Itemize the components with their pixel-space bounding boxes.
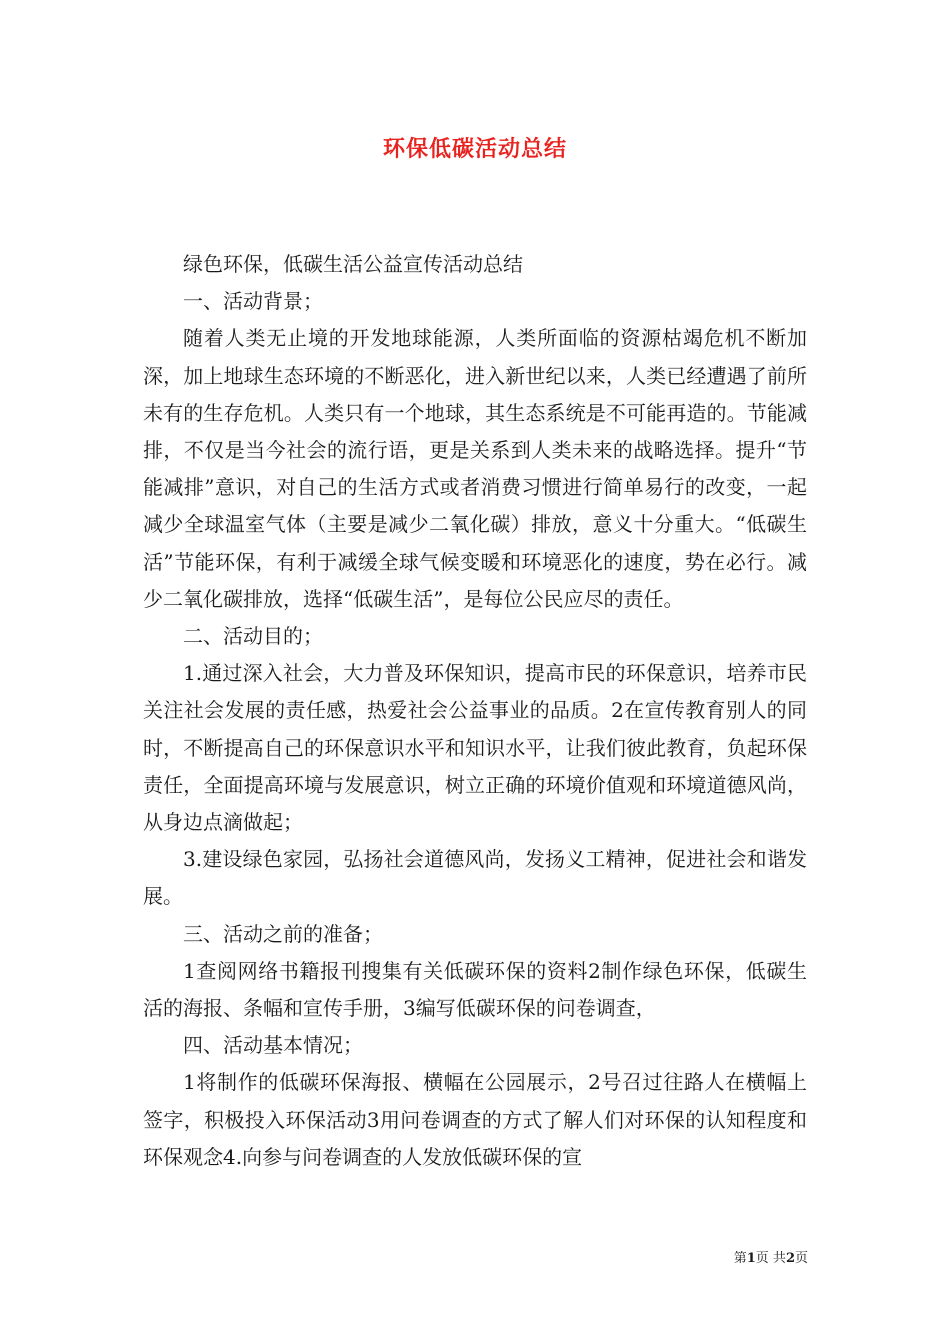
situation-paragraph: 1将制作的低碳环保海报、横幅在公园展示，2号召过往路人在横幅上签字，积极投入环保活动3用问卷调查的方式了解人们对环保的认知程度和环保观念4.向参与问卷调查的人发放低碳环保的宣 (143, 1070, 807, 1169)
section-heading-preparation: 三、活动之前的准备； (183, 921, 383, 946)
document-body (143, 246, 807, 1176)
section-heading-purpose: 二、活动目的； (183, 624, 323, 649)
background-paragraph: 随着人类无止境的开发地球能源，人类所面临的资源枯竭危机不断加深，加上地球生态环境的不断恶化，进入新世纪以来，人类已经遭遇了前所未有的生存危机。人类只有一个地球，其生态系统是不可能再造的。节能减排，不仅是当今社会的流行语，更是关系到人类未来的战略选择。提升“节能减排”意识，对自己的生活方式或者消费习惯进行简单易行的改变，一起减少全球温室气体（主要是减少二氧化碳）排放，意义十分重大。“低碳生活”节能环保，有利于减缓全球气候变暖和环境恶化的速度，势在必行。减少二氧化碳排放，选择“低碳生活”，是每位公民应尽的责任。 (143, 326, 807, 611)
footer-middle: 页 共 (755, 1251, 786, 1266)
footer-current-page: 1 (746, 1251, 756, 1266)
purpose-paragraph-1: 1.通过深入社会，大力普及环保知识，提高市民的环保意识，培养市民关注社会发展的责任感，热爱社会公益事业的品质。2在宣传教育别人的同时，不断提高自己的环保意识水平和知识水平，让我们彼此教育，负起环保责任，全面提高环境与发展意识，树立正确的环境价值观和环境道德风尚，从身边点滴做起； (143, 661, 807, 835)
subtitle-paragraph: 绿色环保，低碳生活公益宣传活动总结 (183, 252, 523, 276)
footer-prefix: 第 (733, 1251, 747, 1266)
document-title: 环保低碳活动总结 (382, 136, 567, 162)
footer-suffix: 页 (794, 1251, 808, 1266)
footer-total-pages: 2 (785, 1251, 795, 1266)
purpose-paragraph-3: 3.建设绿色家园，弘扬社会道德风尚，发扬义工精神，促进社会和谐发展。 (143, 847, 807, 909)
preparation-paragraph: 1查阅网络书籍报刊搜集有关低碳环保的资料2制作绿色环保，低碳生活的海报、条幅和宣传手册，3编写低碳环保的问卷调查， (143, 958, 807, 1021)
section-heading-background: 一、活动背景； (183, 289, 323, 314)
section-heading-situation: 四、活动基本情况； (183, 1033, 363, 1058)
page-number-footer (734, 1247, 808, 1266)
